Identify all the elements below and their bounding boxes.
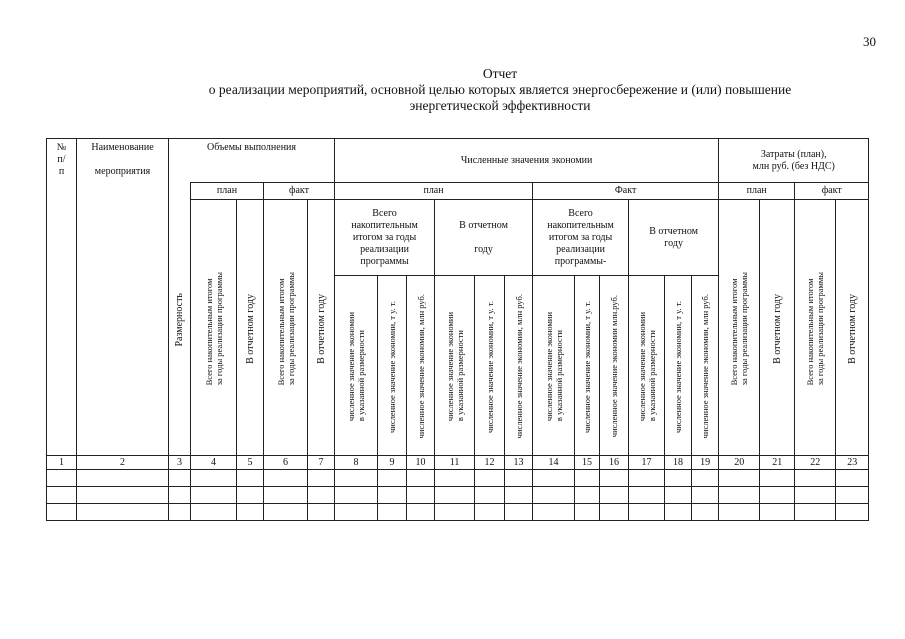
col-number-1: 1 (47, 456, 77, 470)
sub-mln-10: численное значение экономии, млн руб. (407, 276, 435, 456)
col-number-8: 8 (335, 456, 378, 470)
col-number-12: 12 (475, 456, 505, 470)
header-costs-fact: факт (795, 183, 869, 200)
header-number: № п/ п (47, 139, 77, 456)
header-costs-fact-total: Всего накопительным итогом за годы реализации программы (795, 200, 836, 456)
col-number-11: 11 (435, 456, 475, 470)
header-volumes-plan: план (191, 183, 264, 200)
header-plan-total-accum: Всего накопительным итогом за годы реализации программы (191, 200, 237, 456)
table-row (47, 487, 869, 504)
header-measure-name: Наименование мероприятия (77, 139, 169, 456)
header-savings: Численные значения экономии (335, 139, 719, 183)
title-line-1: Отчет (482, 66, 518, 81)
header-volumes: Объемы выполнения (169, 139, 335, 183)
sub-dim-14: численное значение экономии в указанной размерности (533, 276, 575, 456)
col-number-7: 7 (308, 456, 335, 470)
sub-mln-16: численное значение экономии млн.руб. (600, 276, 629, 456)
header-savings-plan: план (335, 183, 533, 200)
col-number-15: 15 (575, 456, 600, 470)
header-costs-plan-total: Всего накопительным итогом за годы реализации программы (719, 200, 760, 456)
col-number-3: 3 (169, 456, 191, 470)
header-fact-cumulative: Всего накопительным итогом за годы реализации программы- (533, 200, 629, 276)
col-number-2: 2 (77, 456, 169, 470)
header-fact-reporting-year: В отчетном году (308, 200, 335, 456)
sub-mln-19: численное значение экономии, млн руб. (692, 276, 719, 456)
col-number-6: 6 (264, 456, 308, 470)
col-number-5: 5 (237, 456, 264, 470)
col-number-9: 9 (378, 456, 407, 470)
col-number-16: 16 (600, 456, 629, 470)
header-costs: Затраты (план), млн руб. (без НДС) (719, 139, 869, 183)
col-number-20: 20 (719, 456, 760, 470)
header-plan-cumulative: Всего накопительным итогом за годы реализации программы (335, 200, 435, 276)
report-title (160, 66, 840, 114)
sub-tut-12: численное значение экономии, т у. т. (475, 276, 505, 456)
sub-dim-8: численное значение экономии в указанной размерности (335, 276, 378, 456)
col-number-4: 4 (191, 456, 237, 470)
header-fact-reporting: В отчетном году (629, 200, 719, 276)
sub-tut-18: численное значение экономии, т у. т. (665, 276, 692, 456)
col-number-18: 18 (665, 456, 692, 470)
col-number-17: 17 (629, 456, 665, 470)
report-table (46, 138, 869, 521)
col-number-19: 19 (692, 456, 719, 470)
page-number: 30 (863, 34, 876, 49)
header-fact-total-accum: Всего накопительным итогом за годы реализации программы (264, 200, 308, 456)
header-savings-fact: Факт (533, 183, 719, 200)
header-plan-reporting-year: В отчетном году (237, 200, 264, 456)
sub-dim-17: численное значение экономии в указанной размерности (629, 276, 665, 456)
table-row (47, 470, 869, 487)
header-costs-plan: план (719, 183, 795, 200)
col-number-13: 13 (505, 456, 533, 470)
title-line-3: энергетической эффективности (409, 98, 591, 113)
header-costs-plan-year: В отчетном году (760, 200, 795, 456)
sub-tut-15: численное значение экономии, т у. т. (575, 276, 600, 456)
sub-tut-9: численное значение экономии, т у. т. (378, 276, 407, 456)
header-unit: Размерность (169, 183, 191, 456)
title-line-2: о реализации мероприятий, основной целью которых является энергосбережение и (или) повышение (208, 82, 792, 97)
col-number-10: 10 (407, 456, 435, 470)
table-row (47, 504, 869, 521)
col-number-21: 21 (760, 456, 795, 470)
col-number-14: 14 (533, 456, 575, 470)
header-costs-fact-year: В отчетном году (836, 200, 869, 456)
header-volumes-fact: факт (264, 183, 335, 200)
col-number-23: 23 (836, 456, 869, 470)
col-number-22: 22 (795, 456, 836, 470)
header-plan-reporting: В отчетном году (435, 200, 533, 276)
sub-mln-13: численное значение экономии, млн руб. (505, 276, 533, 456)
sub-dim-11: численное значение экономии в указанной размерности (435, 276, 475, 456)
column-numbers-row (47, 456, 869, 470)
